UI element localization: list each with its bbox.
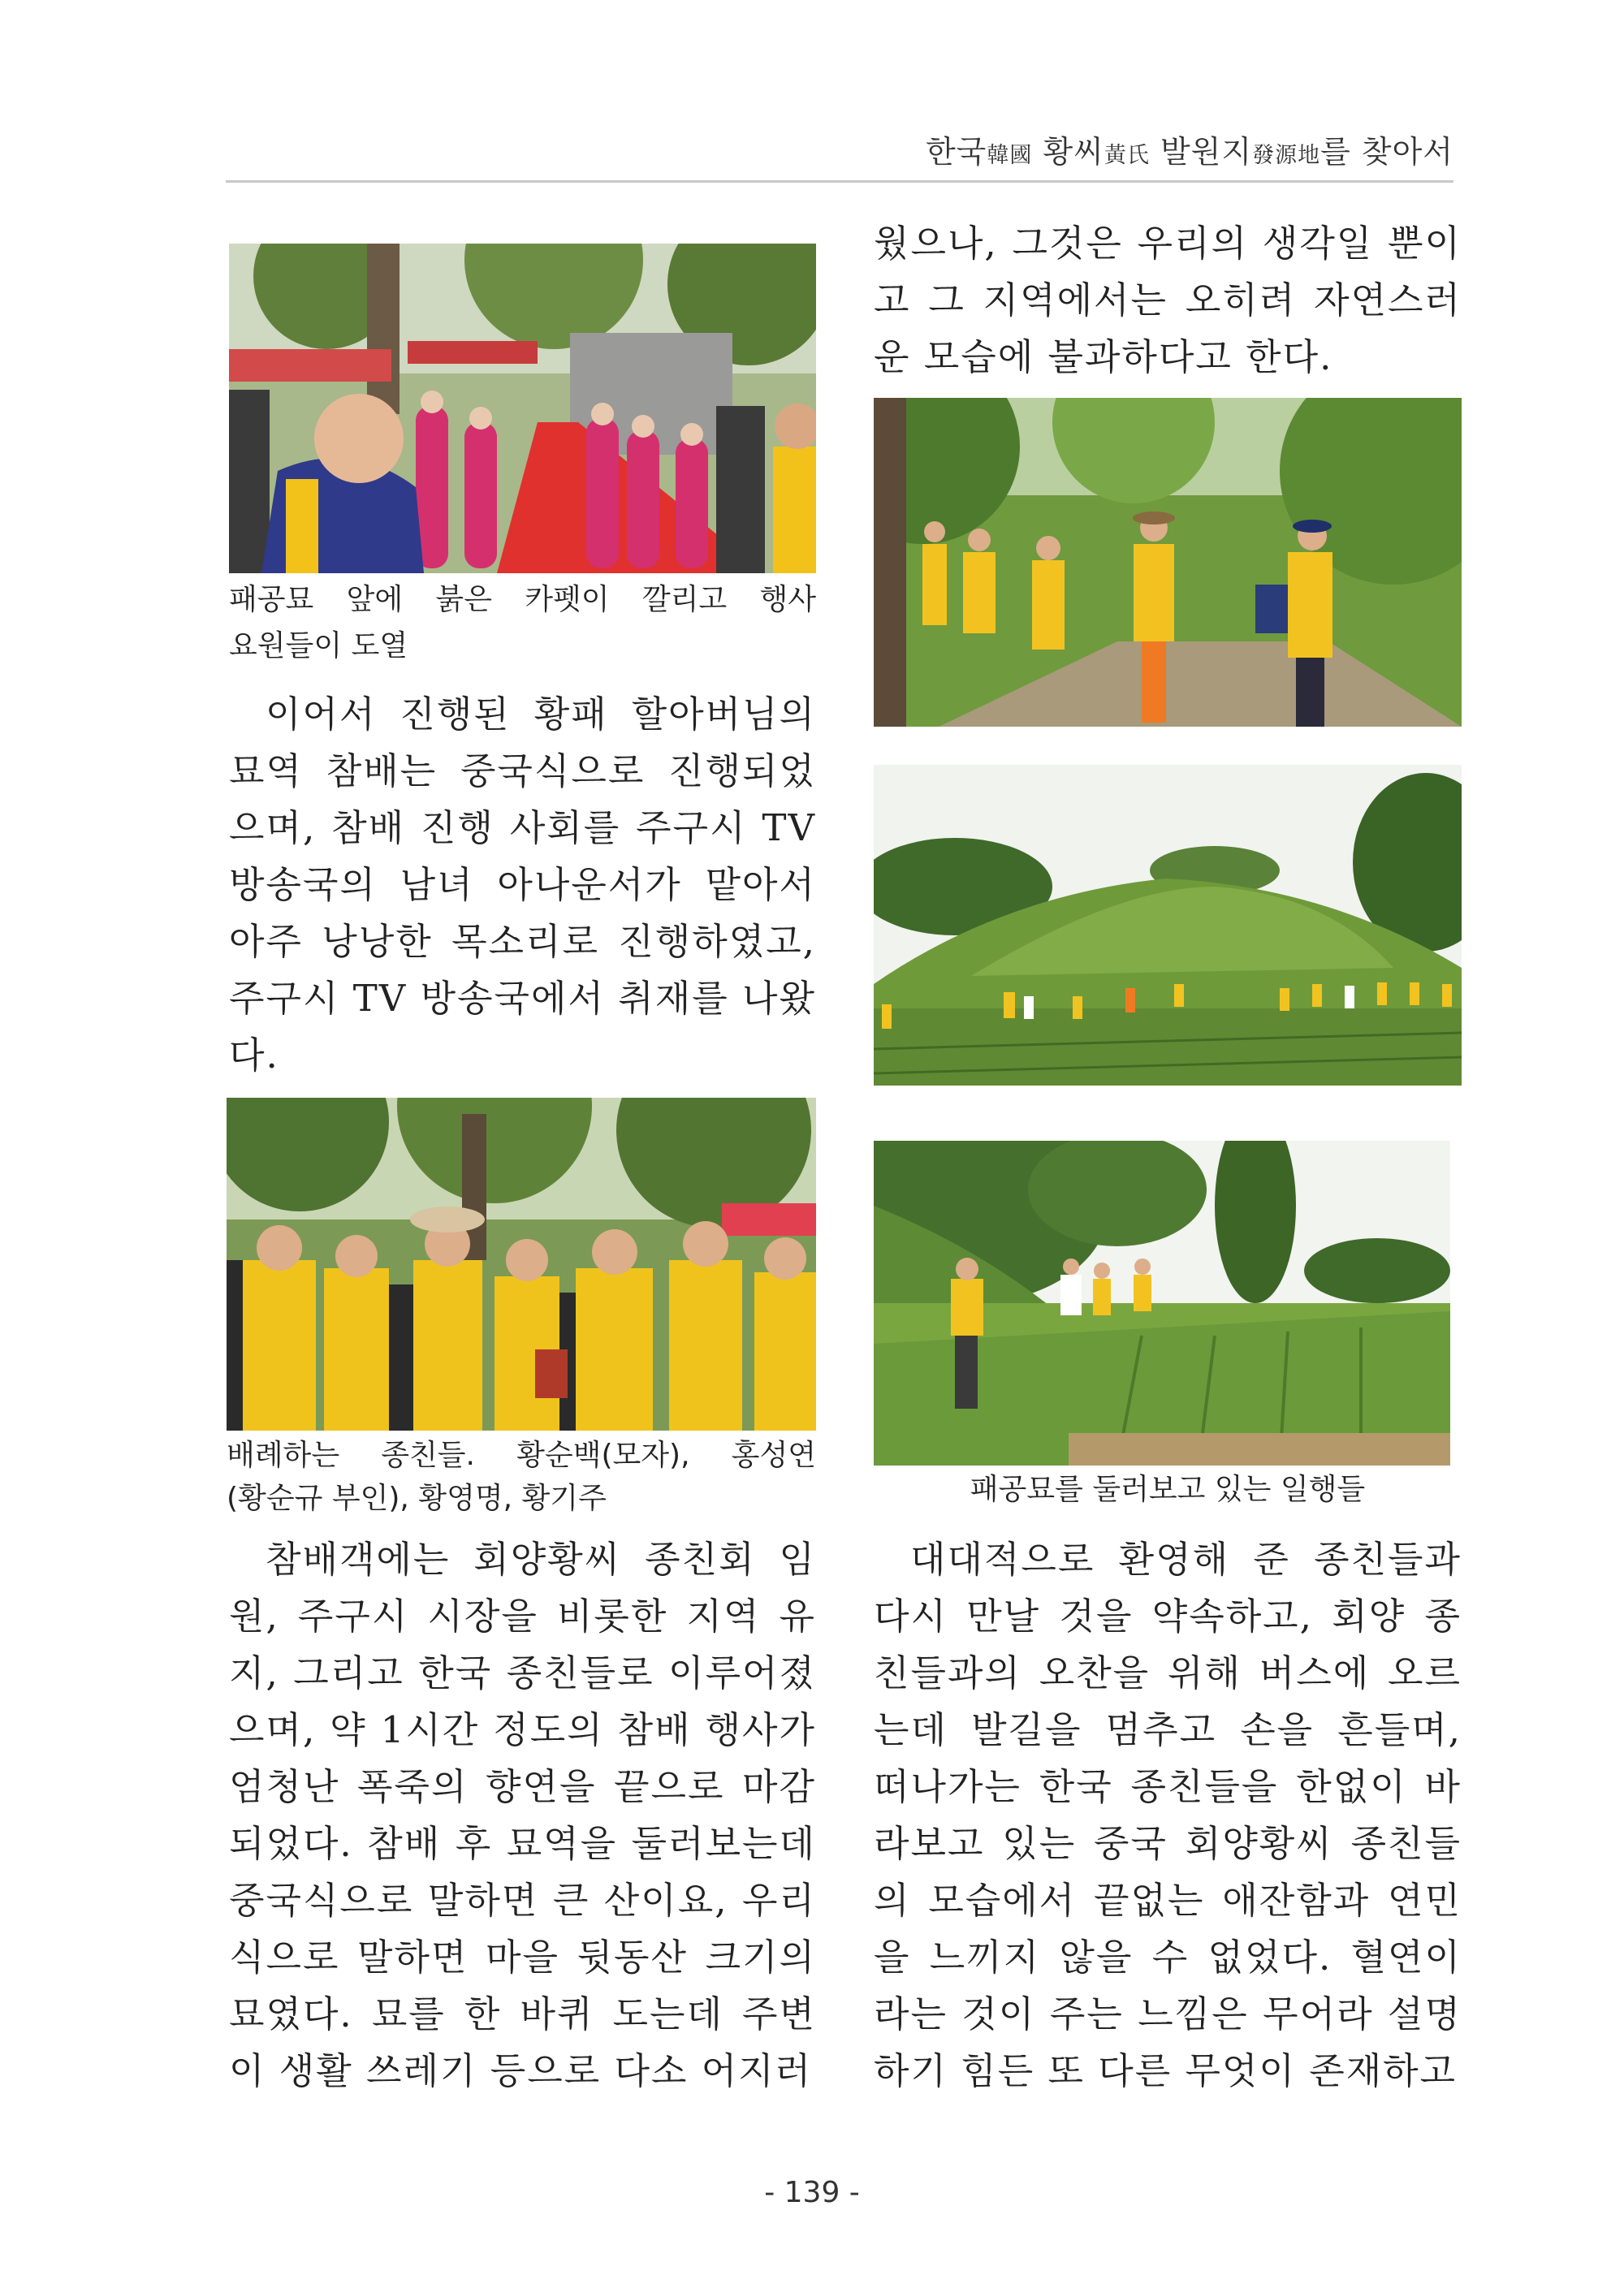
caption-field-walk: [874, 1466, 1462, 1513]
header-title: [926, 127, 1453, 171]
caption-line: 배례하는 종친들. 황순백(모자), 홍성연: [227, 1439, 816, 1472]
paragraph: 참배객에는 회양황씨 종친회 임원, 주구시 시장을 비롯한 지역 유지, 그리고 한국 종친들로 이루어졌으며, 약 1시간 정도의 참배 행사가 엄청난 폭죽의 향연을 끝으로 마감되었다. 참배 후 묘역을 둘러보는데 중국식으로 말하면 큰 산이요, 우리식으로 말하면 마을 뒷동산 크기의 묘였다. 묘를 한 바퀴 도는데 주변이 생활 쓰레기 등으로 다소 어지러: [229, 1538, 816, 2092]
caption-line: 패공묘 앞에 붉은 카펫이 깔리고 행사: [229, 583, 816, 616]
right-paragraph-top: [874, 215, 1462, 386]
caption-line: 요원들이 도열: [229, 629, 408, 663]
photo-field-walk: [874, 1141, 1450, 1466]
left-paragraph-2: [229, 1531, 816, 2100]
caption-bowing: [227, 1432, 816, 1479]
header-part: 황씨: [1032, 134, 1104, 170]
paragraph: 이어서 진행된 황패 할아버님의 묘역 참배는 중국식으로 진행되었으며, 참배 진행 사회를 주구시 TV 방송국의 남녀 아나운서가 맡아서 아주 낭낭한 목소리로 진행하였고, 주구시 TV 방송국에서 취재를 나왔다.: [229, 693, 816, 1077]
header-part-hanja: 發源地: [1252, 143, 1321, 168]
photo-bowing-relatives: [227, 1098, 816, 1431]
header-part: 발원지: [1149, 134, 1253, 170]
caption-bowing-2: [227, 1475, 816, 1522]
caption-line: 패공묘를 둘러보고 있는 일행들: [970, 1473, 1366, 1506]
page-number: - 139 -: [764, 2176, 860, 2209]
right-paragraph-bottom: [874, 1531, 1462, 2100]
paragraph: 대대적으로 환영해 준 종친들과 다시 만날 것을 약속하고, 회양 종친들과의 오찬을 위해 버스에 오르는데 발길을 멈추고 손을 흔들며, 떠나가는 한국 종친들을 한없이 바라보고 있는 중국 회양황씨 종친들의 모습에서 끝없는 애잔함과 연민을 느끼지 않을 수 없었다. 혈연이라는 것이 주는 느낌은 무어라 설명하기 힘든 또 다른 무엇이 존재하고: [874, 1538, 1462, 2092]
photo-burial-mound: [874, 765, 1462, 1086]
left-paragraph-1: [229, 686, 816, 1084]
caption-red-carpet-2: [229, 623, 816, 669]
caption-line: (황순규 부인), 황영명, 황기주: [227, 1482, 607, 1515]
photo-red-carpet: [229, 244, 816, 573]
header-part: 한국: [925, 134, 987, 170]
photo-walking-trail: [874, 398, 1462, 727]
running-header: [226, 122, 1453, 183]
header-part-hanja: 韓國: [987, 143, 1033, 168]
caption-red-carpet: [229, 576, 816, 623]
paragraph: 웠으나, 그것은 우리의 생각일 뿐이고 그 지역에서는 오히려 자연스러운 모습에 불과하다고 한다.: [874, 222, 1462, 378]
header-part-hanja: 黃氏: [1104, 143, 1150, 168]
header-part: 를 찾아서: [1320, 134, 1453, 170]
